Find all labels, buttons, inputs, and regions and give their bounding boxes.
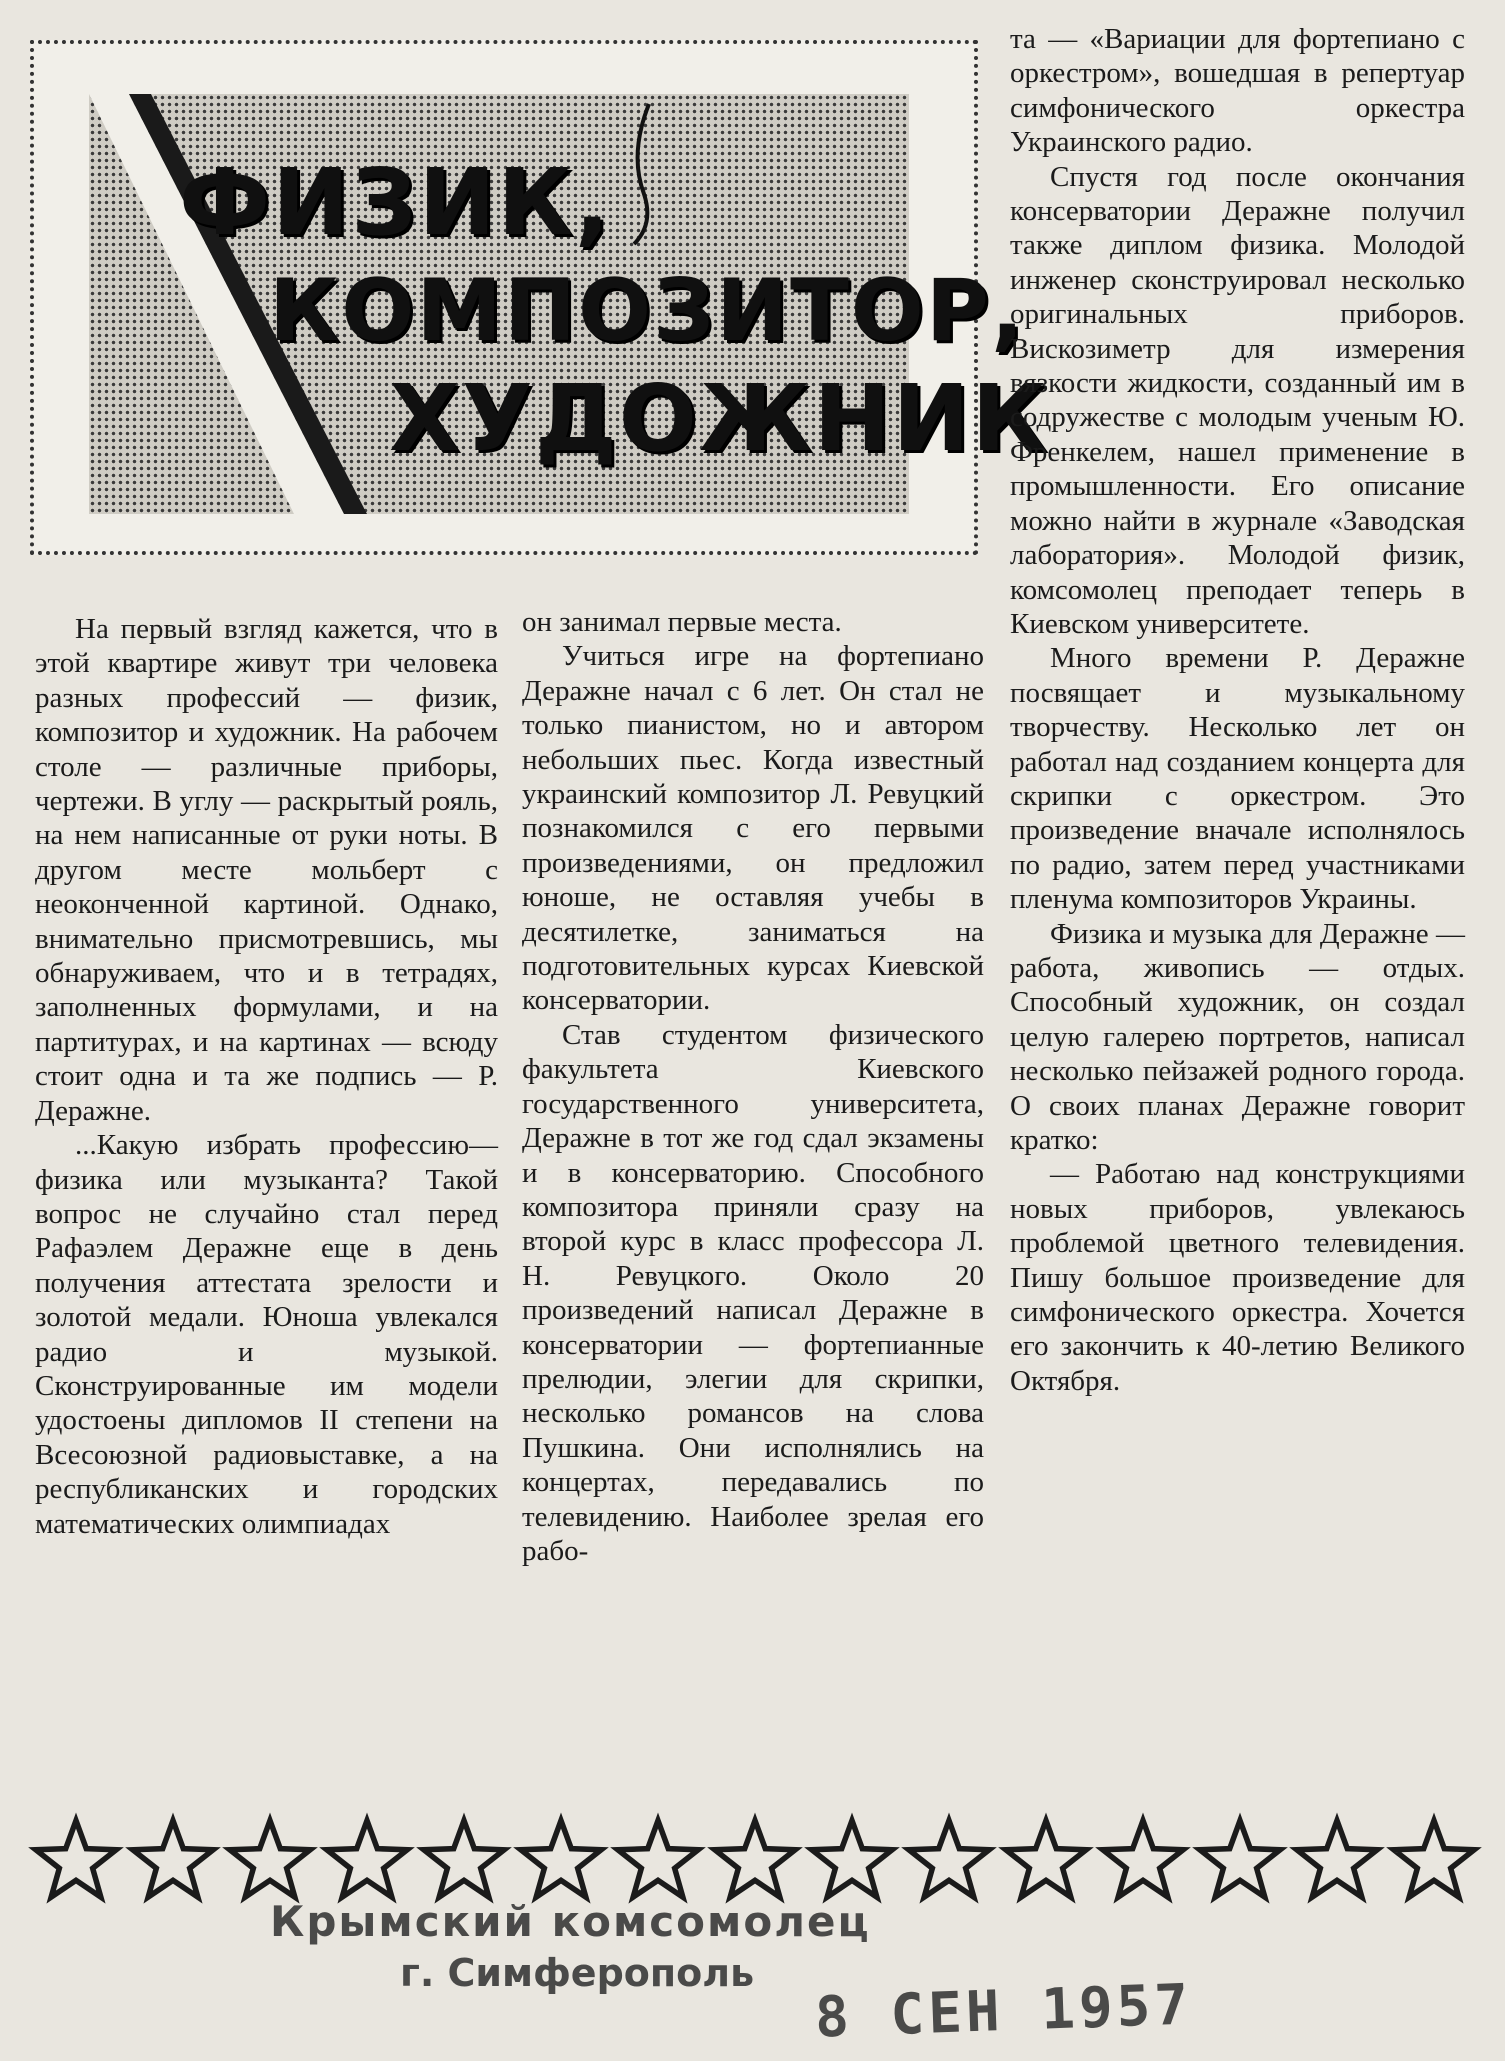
star-icon [418, 1815, 510, 1907]
article-column-3 [1010, 22, 1465, 1398]
article-column-1 [35, 612, 498, 1541]
paragraph: — Работаю над конструкциями новых приборов, увлекаюсь проблемой цветного телевидения. Пишу большое произведение для симфонического оркестра. Хочется его закончить к 40-летию Великого Октября. [1010, 1158, 1465, 1397]
star-icon [224, 1815, 316, 1907]
headline-line-1: ФИЗИК, [179, 149, 612, 256]
star-icon [515, 1815, 607, 1907]
paragraph: та — «Вариации для фортепиано с оркестром», вошедшая в репертуар симфонического оркестра Украинского радио. [1010, 23, 1465, 159]
paragraph: Физика и музыка для Деражне — работа, живопись — отдых. Способный художник, он создал целую галерею портретов, написал несколько пейзажей родного города. О своих планах Деражне говорит кратко: [1010, 917, 1465, 1156]
paragraph: Став студентом физического факультета Киевского государственного университета, Деражне в тот же год сдал экзамены и в консерваторию. Способного композитора приняли сразу на второй курс в класс профессора Л. Н. Ревуцкого. Около 20 произведений написал Деражне в консерватории — фортепианные прелюдии, элегии для скрипки, несколько романсов на слова Пушкина. Они исполнялись на концертах, передавались по телевидению. Наиболее зрелая его рабо- [522, 1018, 984, 1567]
star-icon [1000, 1815, 1092, 1907]
stamp-date: 8 СЕН 1957 [813, 1972, 1194, 2051]
headline-line-2: КОМПОЗИТОР, [269, 261, 1026, 361]
paragraph: он занимал первые места. [522, 606, 842, 638]
star-icon [1194, 1815, 1286, 1907]
article-column-2 [522, 605, 984, 1568]
paragraph: На первый взгляд кажется, что в этой квартире живут три человека разных профессий — физик, композитор и художник. На рабочем столе — различные приборы, чертежи. В углу — раскрытый рояль, на нем написанные от руки ноты. В другом месте мольберт с неоконченной картиной. Однако, внимательно присмотревшись, мы обнаруживаем, что и в тетрадях, заполненных формулами, и на партитурах, и на картинах — всюду стоит одна и та же подпись — Р. Деражне. [35, 613, 498, 1127]
star-icon [806, 1815, 898, 1907]
star-icon [903, 1815, 995, 1907]
star-icon [1097, 1815, 1189, 1907]
paragraph: Много времени Р. Деражне посвящает и музыкальному творчеству. Несколько лет он работал над созданием концерта для скрипки с оркестром. Это произведение вначале исполнялось по радио, затем перед участниками пленума композиторов Украины. [1010, 642, 1465, 916]
headline-halftone-panel [89, 94, 1049, 514]
stamp-newspaper-name: Крымский комсомолец [270, 1897, 871, 1946]
star-icon [612, 1815, 704, 1907]
paragraph: Спустя год после окончания консерватории Деражне получил также диплом физика. Молодой инженер сконструировал несколько оригинальных приборов. Вискозиметр для измерения вязкости жидкости, созданный им в содружестве с молодым ученым Ю. Френкелем, нашел применение в промышленности. Его описание можно найти в журнале «Заводская лаборатория». Молодой физик, комсомолец преподает теперь в Киевском университете. [1010, 160, 1465, 640]
headline-line-3: ХУДОЖНИК [389, 365, 1049, 472]
star-icon [321, 1815, 413, 1907]
star-icon [127, 1815, 219, 1907]
paragraph: Учиться игре на фортепиано Деражне начал с 6 лет. Он стал не только пианистом, но и автором небольших пьес. Когда известный украинский композитор Л. Ревуцкий познакомился с его первыми произведениями, он предложил юноше, не оставляя учебы в десятилетке, заниматься на подготовительных курсах Киевской консерватории. [522, 640, 984, 1017]
star-icon [1291, 1815, 1383, 1907]
headline-title [159, 149, 1049, 473]
star-icon [1388, 1815, 1480, 1907]
star-icon [709, 1815, 801, 1907]
paragraph: ...Какую избрать профессию—физика или музыканта? Такой вопрос не случайно стал перед Рафаэлем Деражне еще в день получения аттестата зрелости и золотой медали. Юноша увлекался радио и музыкой. Сконструированные им модели удостоены дипломов II степени на Всесоюзной радиовыставке, а на республиканских и городских математических олимпиадах [35, 1129, 498, 1540]
stamp-city: г. Симферополь [400, 1951, 755, 1995]
star-icon [30, 1815, 122, 1907]
headline-frame [30, 40, 1049, 555]
archive-stamp [0, 1895, 1505, 2061]
